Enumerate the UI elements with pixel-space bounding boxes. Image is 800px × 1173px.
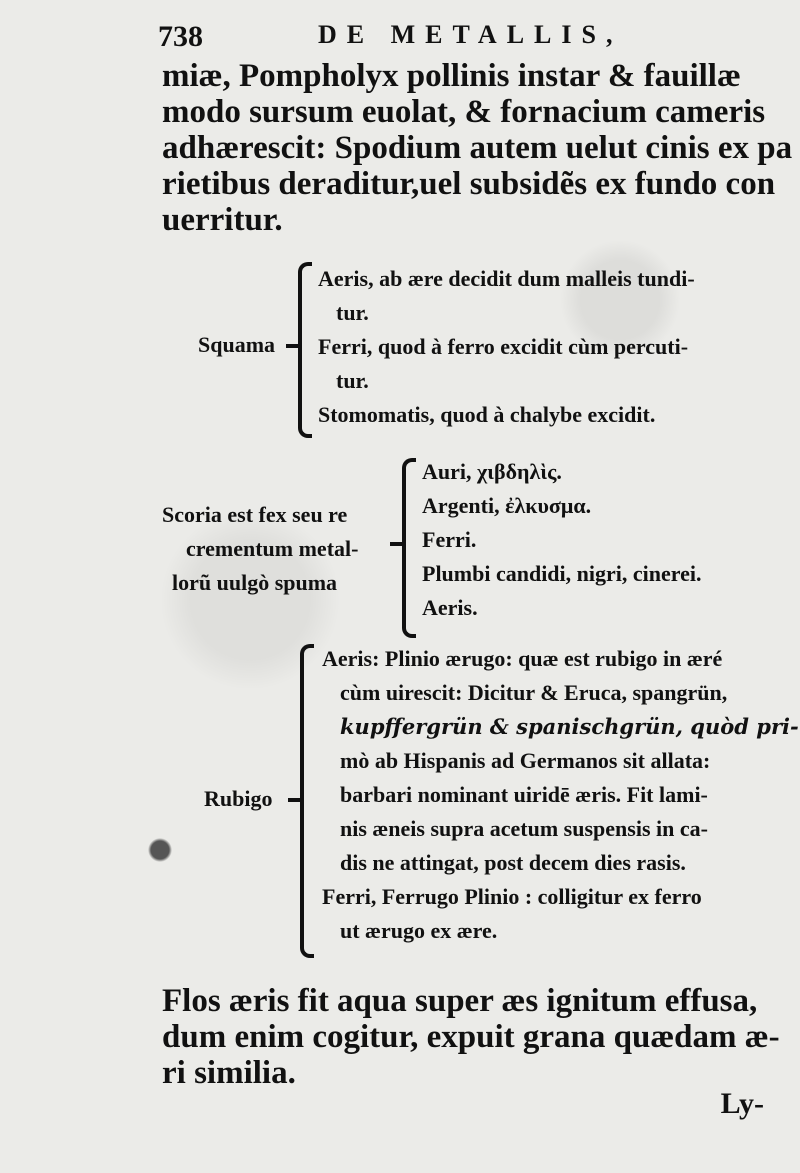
squama-label: Squama <box>198 332 276 357</box>
running-title: DE METALLIS, <box>318 20 623 49</box>
rubigo-brace <box>300 644 314 958</box>
scoria-items <box>422 455 702 625</box>
rubigo-label: Rubigo <box>204 786 273 811</box>
text-line: dum enim cogitur, expuit grana quædam æ- <box>162 1019 780 1055</box>
closing-paragraph <box>162 983 782 1091</box>
list-item: Aeris, ab ære decidit dum malleis tundi- <box>318 266 695 291</box>
list-item: ut ærugo ex ære. <box>340 918 498 943</box>
scoria-label <box>162 498 358 600</box>
list-item: Ferri. <box>422 527 477 552</box>
scoria-brace <box>402 458 416 638</box>
list-item: dis ne attingat, post decem dies rasis. <box>340 850 686 875</box>
squama-items <box>318 262 695 432</box>
page-header <box>158 20 623 54</box>
list-item: Aeris. <box>422 595 478 620</box>
text-line: uerritur. <box>162 202 283 238</box>
list-item: barbari nominant uiridē æris. Fit lami- <box>340 782 708 807</box>
list-item: mò ab Hispanis ad Germanos sit allata: <box>340 748 711 773</box>
list-item: kupffergrün & spanischgrün, quòd pri- <box>340 714 799 739</box>
list-item: Ferri, quod à ferro excidit cùm percuti- <box>318 334 689 359</box>
squama-brace <box>298 262 312 438</box>
text-line: rietibus deraditur,uel subsidẽs ex fundo con <box>162 166 776 202</box>
page-number: 738 <box>158 20 203 53</box>
brace-point <box>286 344 298 348</box>
list-item: Aeris: Plinio ærugo: quæ est rubigo in æré <box>322 646 723 671</box>
list-item: tur. <box>336 368 369 393</box>
text-line: ri similia. <box>162 1055 296 1091</box>
intro-paragraph <box>162 58 793 238</box>
list-item: Plumbi candidi, nigri, cinerei. <box>422 561 702 586</box>
list-item: Ferri, Ferrugo Plinio : colligitur ex ferro <box>322 884 702 909</box>
text-line: Flos æris fit aqua super æs ignitum effusa, <box>162 983 758 1019</box>
list-item: Auri, χιβδηλὶς. <box>422 459 562 484</box>
text-line: miæ, Pompholyx pollinis instar & fauillæ <box>162 58 741 94</box>
catchword: Ly- <box>720 1087 764 1120</box>
brace-point <box>288 798 300 802</box>
list-item: Stomomatis, quod à chalybe excidit. <box>318 402 656 427</box>
rubigo-items <box>322 642 799 948</box>
list-item: nis æneis supra acetum suspensis in ca- <box>340 816 708 841</box>
text-line: modo sursum euolat, & fornacium cameris <box>162 94 766 130</box>
text-line: adhærescit: Spodium autem uelut cinis ex pa <box>162 130 793 166</box>
text-line: crementum metal- <box>186 536 359 561</box>
brace-point <box>390 542 402 546</box>
text-line: lorũ uulgò spuma <box>172 570 338 595</box>
list-item: Argenti, ἐλκυσμα. <box>422 493 592 518</box>
text-line: Scoria est fex seu re <box>162 502 348 527</box>
list-item: tur. <box>336 300 369 325</box>
list-item: cùm uirescit: Dicitur & Eruca, spangrün, <box>340 680 728 705</box>
